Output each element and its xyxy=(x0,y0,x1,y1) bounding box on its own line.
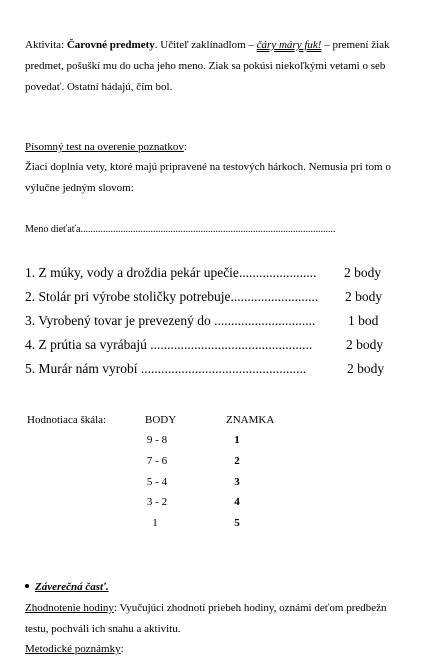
test-item-1: 1. Z múky, vody a droždia pekár upečie....................... xyxy=(25,265,317,280)
activity-label: Aktivita: xyxy=(25,39,67,51)
test-item-4: 4. Z prútia sa vyrábajú ................................................ xyxy=(25,337,313,352)
scale-row-4-grade: 4 xyxy=(234,496,240,508)
evaluation-line-2: testu, pochváli ich snahu a aktivitu. xyxy=(25,623,181,635)
scale-col-body: BODY xyxy=(145,414,177,426)
scale-row-5-grade: 5 xyxy=(234,517,240,529)
test-item-2-points: 2 body xyxy=(345,289,383,304)
scale-row-3-body: 5 - 4 xyxy=(146,476,168,488)
scale-row-2-body: 7 - 6 xyxy=(146,455,168,467)
test-heading-colon: : xyxy=(183,141,187,153)
activity-line-1 xyxy=(25,38,390,52)
activity-name: Čarovné predmety xyxy=(66,39,155,51)
test-heading: Písomný test na overenie poznatkov xyxy=(25,141,184,153)
test-item-4-points: 2 body xyxy=(346,337,384,352)
test-item-3-points: 1 bod xyxy=(348,313,379,328)
scale-label: Hodnotiaca škála: xyxy=(27,414,107,426)
evaluation-line-1 xyxy=(25,601,387,615)
method-notes-line xyxy=(25,642,124,656)
activity-text-1: . Učiteľ zaklínadlom – xyxy=(154,39,257,51)
scale-row-1-grade: 1 xyxy=(234,434,240,446)
scale-col-znamka: ZNAMKA xyxy=(226,414,275,426)
method-notes-label: Metodické poznámky xyxy=(25,643,121,655)
scale-row-4-body: 3 - 2 xyxy=(146,496,168,508)
child-name-line: Meno dieťaťa...................................................................................................... xyxy=(25,224,336,235)
scale-row-3-grade: 3 xyxy=(234,476,240,488)
final-title: Záverečná časť. xyxy=(35,581,109,593)
test-item-2: 2. Stolár pri výrobe stoličky potrebuje.......................... xyxy=(25,289,319,304)
evaluation-text: : Vyučujúci zhodnotí priebeh hodiny, oznámi deťom predbežn xyxy=(113,602,387,614)
bullet-icon xyxy=(25,584,29,588)
activity-spell: čáry máry fuk! xyxy=(256,39,322,51)
method-notes-colon: : xyxy=(120,643,124,655)
activity-text-2: – premení žiak xyxy=(321,39,390,51)
test-item-5: 5. Murár nám vyrobí ................................................. xyxy=(25,361,307,376)
scale-row-5-body: 1 xyxy=(152,517,158,529)
test-heading-line xyxy=(25,140,187,154)
final-title-line xyxy=(25,580,109,594)
test-item-1-points: 2 body xyxy=(344,265,382,280)
scale-row-1-body: 9 - 8 xyxy=(146,434,168,446)
test-intro-1: Žiaci doplnia vety, ktoré majú pripravené na testových hárkoch. Nemusia pri tom o xyxy=(25,161,391,173)
test-item-5-points: 2 body xyxy=(347,361,385,376)
test-item-3: 3. Vyrobený tovar je prevezený do .............................. xyxy=(25,313,316,328)
activity-line-3: povedať. Ostatní hádajú, čím bol. xyxy=(25,81,173,93)
scale-row-2-grade: 2 xyxy=(234,455,240,467)
evaluation-label: Zhodnotenie hodiny xyxy=(25,602,114,614)
activity-line-2: predmet, pošuškí mu do ucha jeho meno. Ziak sa pokúsi niekoľkými vetami o seb xyxy=(25,60,386,72)
test-intro-2: výlučne jedným slovom: xyxy=(25,182,134,194)
